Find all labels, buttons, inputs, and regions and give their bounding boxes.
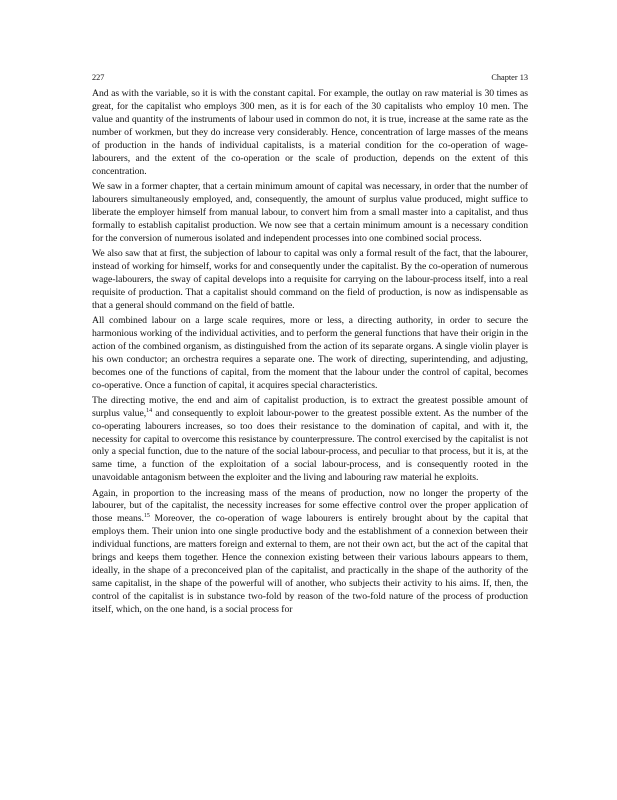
paragraph-text: Again, in proportion to the increasing mass of the means of production, now no longer the property of the labourer, but of the capitalist, the necessity increases for some effective control over the proper application of those means.	[92, 487, 528, 525]
footnote-ref[interactable]: 14	[146, 407, 153, 414]
paragraph: And as with the variable, so it is with the constant capital. For example, the outlay on raw material is 30 times as great, for the capitalist who employs 300 men, as it is for each of the 30 capitalists who employ 10 men. The value and quantity of the instruments of labour used in common do not, it is true, increase at the same rate as the number of workmen, but they do increase very considerably. Hence, concentration of large masses of the means of production in the hands of individual capitalists, is a material condition for the co-operation of wage-labourers, and the extent of the co-operation or the scale of production, depends on the extent of this concentration.	[92, 88, 528, 177]
paragraph	[92, 488, 528, 618]
paragraph-text: and consequently to exploit labour-power to the greatest possible extent. As the number of the co-operating labourers increases, so too does their resistance to the domination of capital, and with it, the necessity for capital to overcome this resistance by counterpressure. The control exercised by the capitalist is not only a special function, due to the nature of the social labour-process, and peculiar to that process, but it is, at the same time, a function of the exploitation of a social labour-process, and is consequently rooted in the unavoidable antagonism between the exploiter and the living and labouring raw material he exploits.	[92, 407, 528, 484]
paragraph-text: Moreover, the co-operation of wage labourers is entirely brought about by the capital that employs them. Their union into one single productive body and the establishment of a connexion between their individual functions, are matters foreign and external to them, are not their own act, but the act of the capital that brings and keeps them together. Hence the connexion existing between their various labours appears to them, ideally, in the shape of a preconceived plan of the capitalist, and practically in the shape of the authority of the same capitalist, in the shape of the powerful will of another, who subjects their activity to his aims. If, then, the control of the capitalist is in substance two-fold by reason of the two-fold nature of the process of production itself, which, on the one hand, is a social process for	[92, 513, 528, 616]
body-text	[92, 88, 528, 619]
page-number: 227	[92, 73, 105, 82]
footnote-ref[interactable]: 15	[143, 513, 150, 520]
paragraph	[92, 395, 528, 486]
paragraph: We saw in a former chapter, that a certain minimum amount of capital was necessary, in order that the number of labourers simultaneously employed, and, consequently, the amount of surplus value produced, might suffice to liberate the employer himself from manual labour, to convert him from a small master into a capitalist, and thus formally to establish capitalist production. We now see that a certain minimum amount is a necessary condition for the conversion of numerous isolated and independent processes into one combined social process.	[92, 180, 528, 244]
paragraph: We also saw that at first, the subjection of labour to capital was only a formal result of the fact, that the labourer, instead of working for himself, works for and consequently under the capitalist. By the co-operation of numerous wage-labourers, the sway of capital develops into a requisite for carrying on the labour-process itself, into a real requisite of production. That a capitalist should command on the field of production, is now as indispensable as that a general should command on the field of battle.	[92, 247, 528, 311]
paragraph: All combined labour on a large scale requires, more or less, a directing authority, in order to secure the harmonious working of the individual activities, and to perform the general functions that have their origin in the action of the combined organism, as distinguished from the action of its separate organs. A single violin player is his own conductor; an orchestra requires a separate one. The work of directing, superintending, and adjusting, becomes one of the functions of capital, from the moment that the labour under the control of capital, becomes co-operative. Once a function of capital, it acquires special characteristics.	[92, 314, 528, 391]
paragraph-text: The directing motive, the end and aim of capitalist production, is to extract the greatest possible amount of surplus value,	[92, 394, 528, 419]
chapter-title: Chapter 13	[491, 73, 528, 82]
